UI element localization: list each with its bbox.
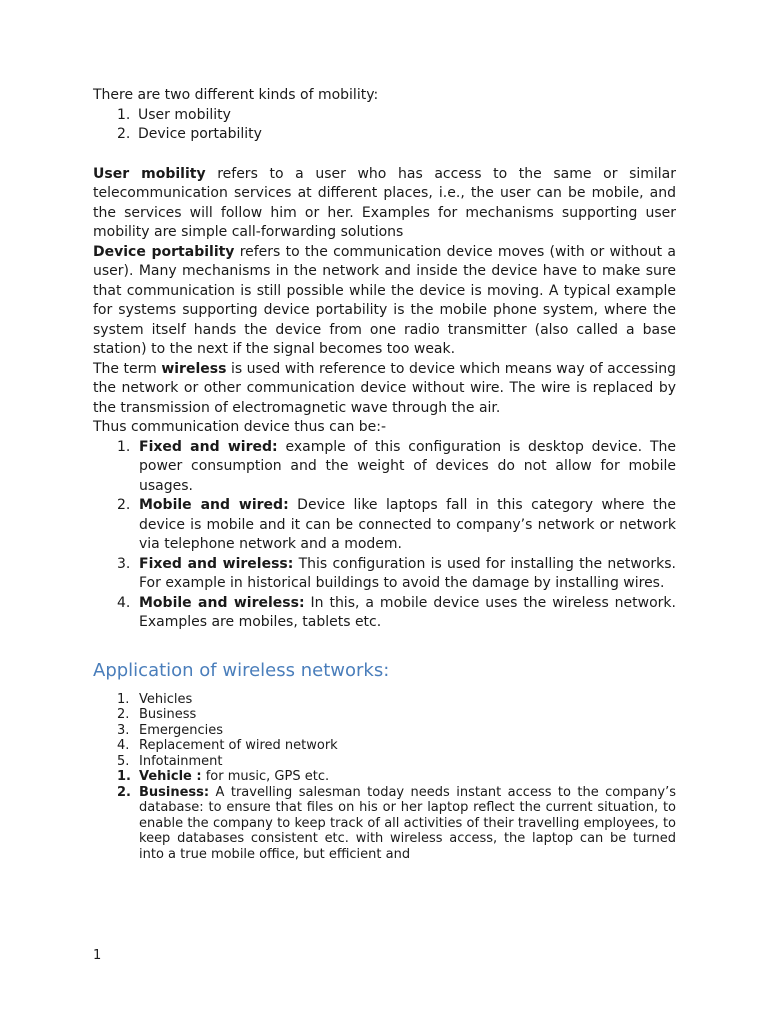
item-term: Mobile and wireless: bbox=[139, 594, 305, 611]
item-term: Vehicle : bbox=[139, 769, 202, 784]
document-page bbox=[93, 86, 676, 862]
list-number: 1. bbox=[117, 691, 130, 707]
list-number: 3. bbox=[117, 722, 130, 738]
list-item bbox=[93, 738, 676, 754]
mobility-kinds-list bbox=[93, 106, 676, 145]
list-item bbox=[93, 692, 676, 708]
list-item bbox=[93, 785, 676, 863]
list-item-text: Replacement of wired network bbox=[139, 738, 338, 753]
list-item bbox=[93, 769, 676, 785]
wireless-paragraph bbox=[93, 360, 676, 419]
list-item bbox=[93, 754, 676, 770]
device-portability-term: Device portability bbox=[93, 243, 235, 260]
list-item bbox=[93, 594, 676, 633]
list-number: 1. bbox=[117, 438, 131, 455]
item-body bbox=[139, 785, 676, 863]
intro-text: There are two different kinds of mobility: bbox=[93, 87, 379, 103]
list-number: 2. bbox=[117, 497, 131, 513]
item-text: In this, a mobile device uses the wireless network. Examples are mobiles, tablets etc. bbox=[139, 594, 676, 630]
device-portability-text: refers to the communication device moves (with or without a user). Many mechanisms in the network and inside the device have to make sure that communication is still possible while the device is moving. A typical example for systems supporting device portability is the mobile phone system, where the system itself hands the device from one radio transmitter (also called a base station) to the next if the signal becomes too weak. bbox=[93, 243, 676, 357]
list-number: 2. bbox=[117, 707, 130, 722]
list-item-text: Business bbox=[139, 707, 197, 722]
list-item bbox=[93, 438, 676, 497]
list-item-text: Emergencies bbox=[139, 722, 224, 738]
applications-list bbox=[93, 692, 676, 863]
wireless-term: wireless bbox=[161, 360, 227, 377]
item-term: Mobile and wired: bbox=[139, 497, 289, 513]
list-item-text: Vehicles bbox=[139, 691, 193, 707]
list-item-text: User mobility bbox=[138, 106, 231, 123]
list-item-text: Infotainment bbox=[139, 753, 223, 769]
list-number: 3. bbox=[117, 555, 131, 572]
list-item-text: Device portability bbox=[138, 126, 262, 142]
list-number: 5. bbox=[117, 753, 130, 769]
item-text: Device like laptops fall in this category where the device is mobile and it can be connected to company’s network or network via telephone network and a modem. bbox=[139, 497, 676, 552]
list-item bbox=[93, 555, 676, 594]
item-text: A travelling salesman today needs instant access to the company’s database: to ensure that files on his or her laptop reflect the current situation, to enable the company to keep track of all activities of their travelling employees, to keep databases consistent etc. with wireless access, the laptop can be turned into a true mobile office, but efficient and bbox=[139, 784, 676, 862]
page-number: 1 bbox=[93, 948, 102, 963]
list-item bbox=[93, 125, 676, 145]
device-types-list bbox=[93, 438, 676, 633]
list-item bbox=[93, 106, 676, 126]
item-term: Fixed and wired: bbox=[139, 438, 278, 455]
item-text: for music, GPS etc. bbox=[201, 769, 330, 784]
list-number: 4. bbox=[117, 738, 130, 753]
device-portability-paragraph bbox=[93, 243, 676, 360]
list-number: 1. bbox=[117, 769, 131, 784]
user-mobility-paragraph bbox=[93, 165, 676, 243]
item-text: example of this configuration is desktop device. The power consumption and the weight of devices do not allow for mobile usages. bbox=[139, 438, 676, 494]
wireless-text: is used with reference to device which means way of accessing the network or other communication device without wire. The wire is replaced by the transmission of electromagnetic wave through the air. bbox=[93, 360, 676, 416]
list-item bbox=[93, 707, 676, 723]
section-heading: Application of wireless networks: bbox=[93, 659, 390, 681]
item-term: Business: bbox=[139, 784, 210, 800]
list-number: 2. bbox=[117, 784, 131, 800]
list-number: 2. bbox=[117, 126, 131, 142]
user-mobility-term: User mobility bbox=[93, 165, 206, 182]
list-number: 4. bbox=[117, 594, 131, 611]
list-item bbox=[93, 723, 676, 739]
item-term: Fixed and wireless: bbox=[139, 555, 294, 572]
item-text: This configuration is used for installing the networks. For example in historical buildings to avoid the damage by installing wires. bbox=[139, 555, 676, 591]
thus-text: Thus communication device thus can be:- bbox=[93, 419, 387, 435]
user-mobility-text: refers to a user who has access to the same or similar telecommunication services at different places, i.e., the user can be mobile, and the services will follow him or her. Examples for mechanisms supporting user mobility are simple call-forwarding solutions bbox=[93, 165, 677, 240]
list-number: 1. bbox=[117, 106, 131, 123]
wireless-pre: The term bbox=[93, 360, 162, 377]
list-item bbox=[93, 496, 676, 555]
